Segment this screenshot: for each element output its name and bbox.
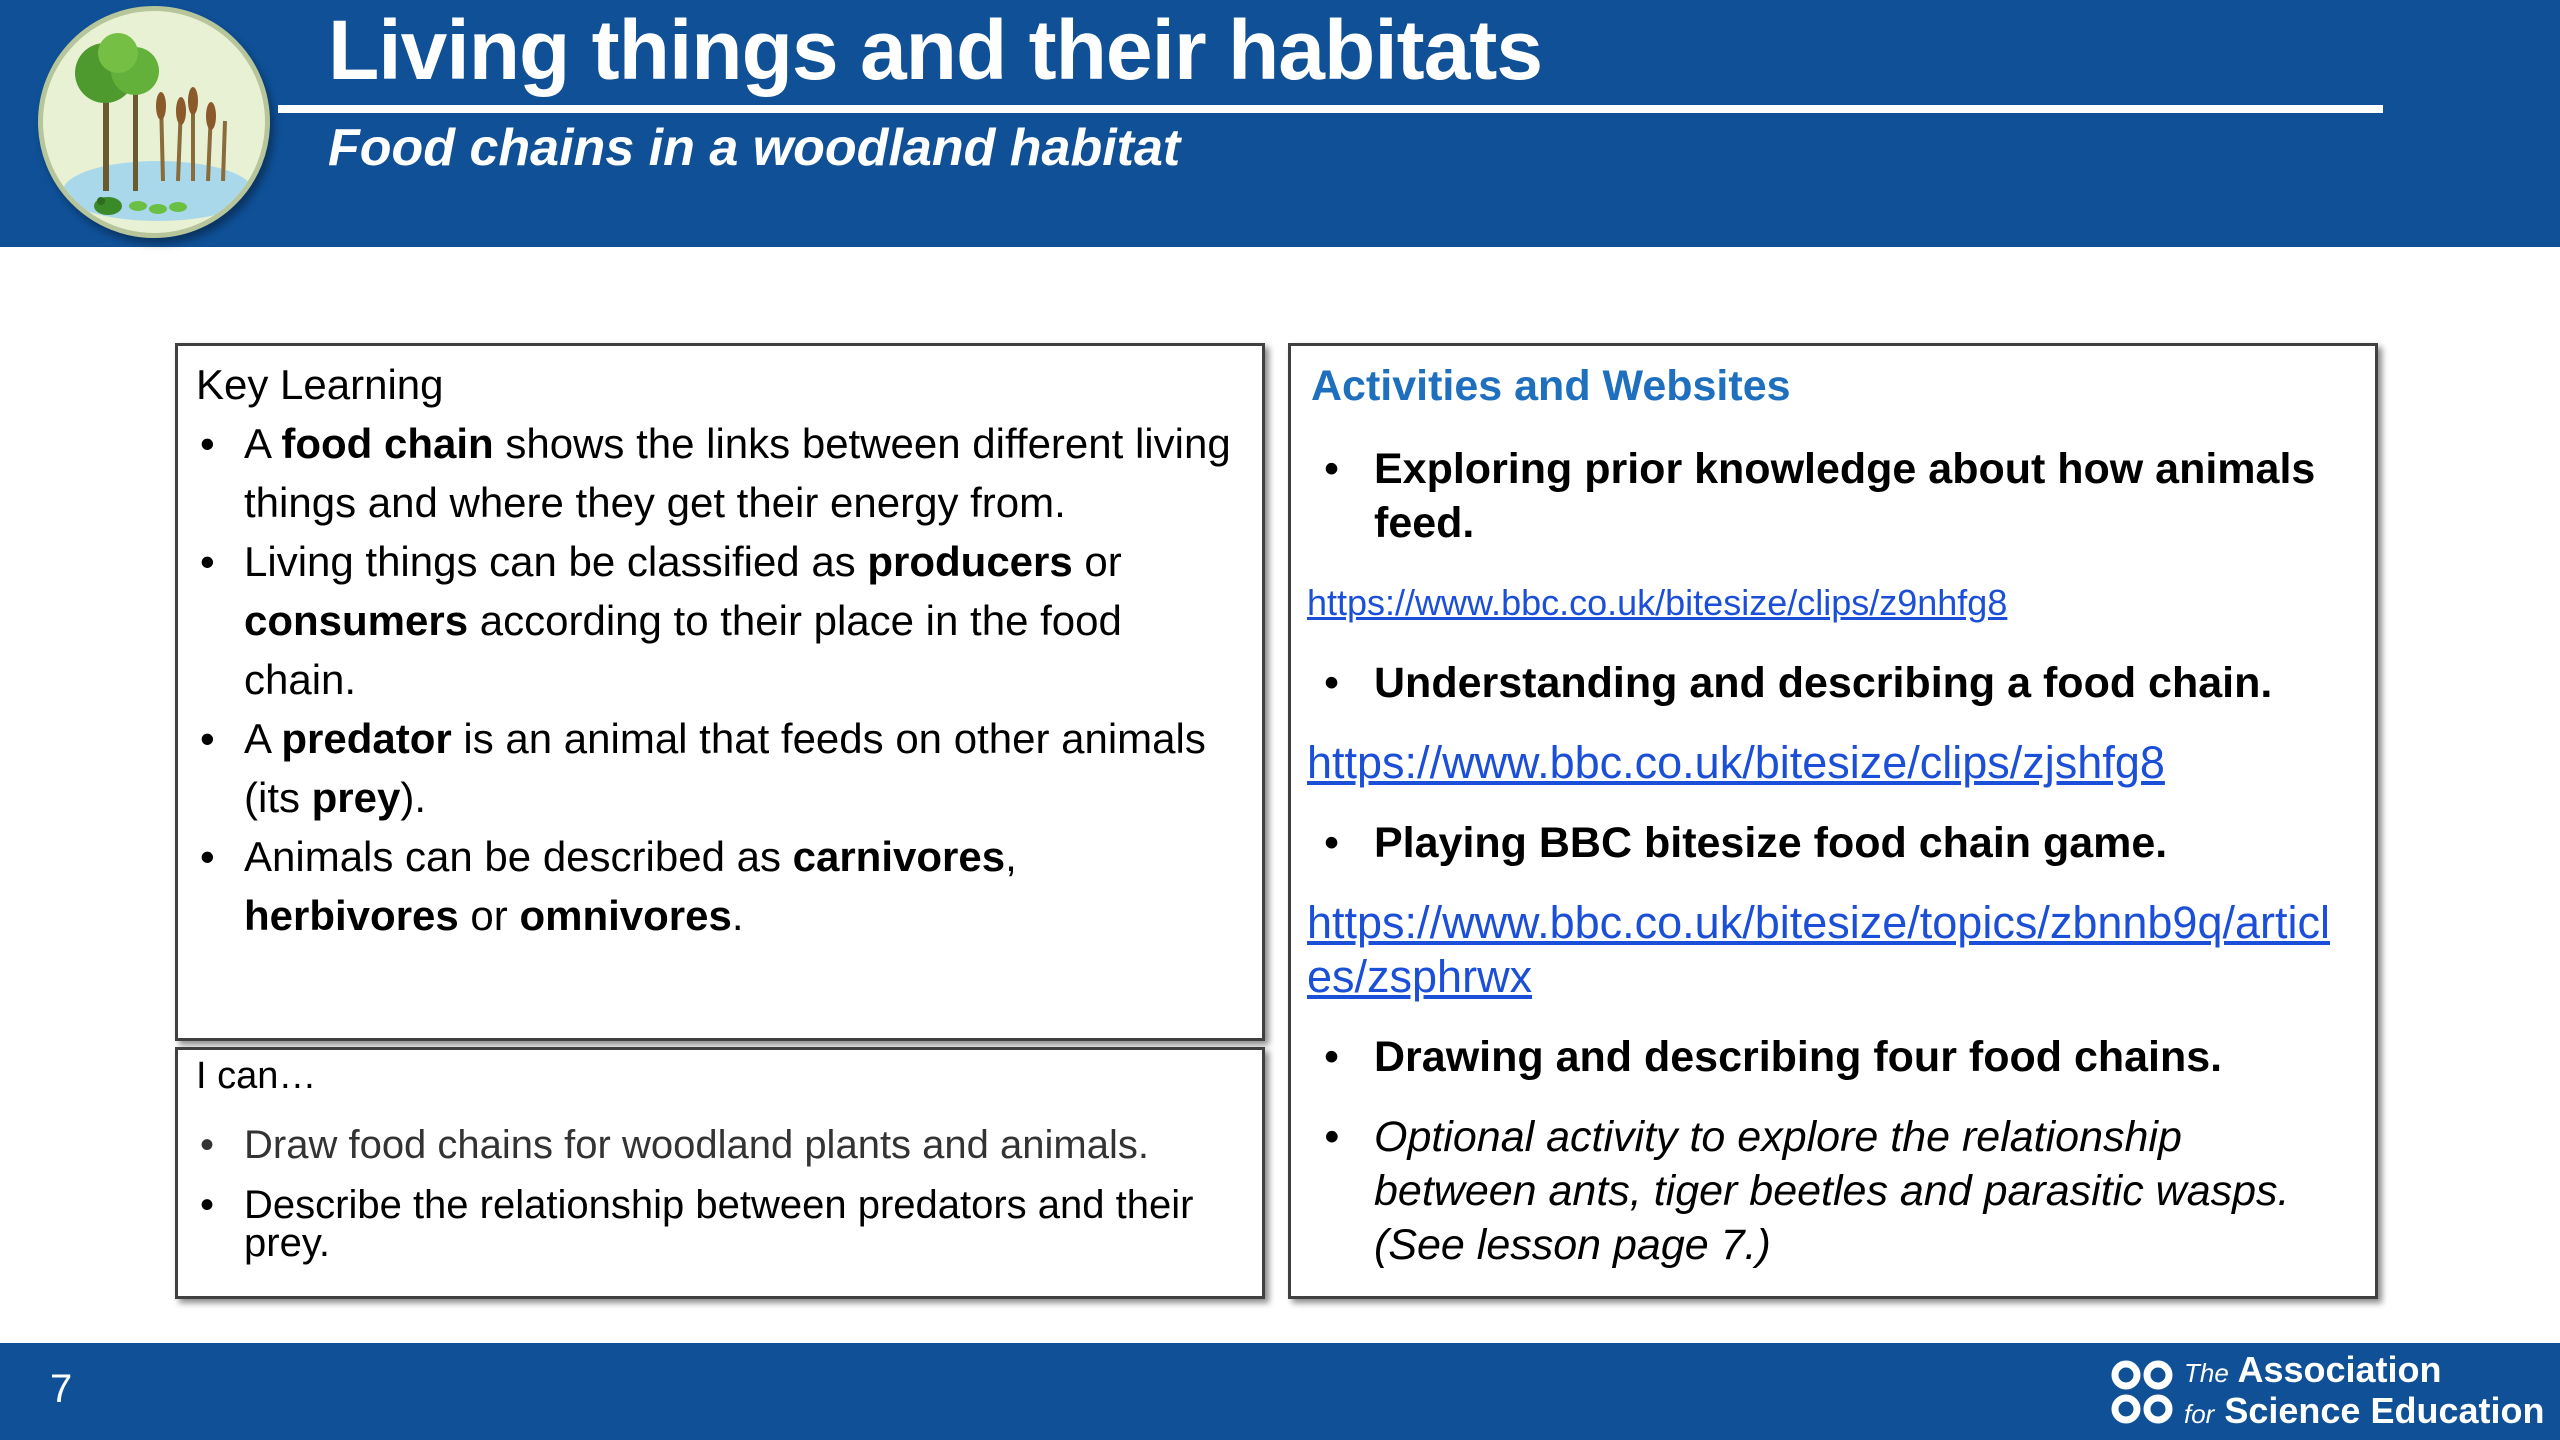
activity-item-optional: • Optional activity to explore the relationship between ants, tiger beetles and parasitic wasps. (See lesson page 7.) [1307,1110,2355,1272]
text-run: shows the links between different living things and where they get their energy from. [244,420,1231,526]
org-line2: Science Education [2224,1390,2545,1431]
i-can-list [196,1123,1242,1265]
text-run: or [1072,538,1122,585]
activity-item: • Exploring prior knowledge about how animals feed. [1307,442,2355,550]
key-learning-item [196,414,1242,532]
i-can-item: • Describe the relationship between predators and their prey. [196,1186,1242,1262]
header-bar [0,0,2560,247]
key-term: food chain [281,420,494,467]
key-term: producers [867,538,1073,585]
key-learning-item [196,532,1242,709]
text-run: . [731,892,744,939]
org-line1: Association [2237,1349,2442,1390]
text-run: ). [400,774,427,821]
text-run: or [458,892,520,939]
text-run: is an animal that feeds on other animals (its [244,715,1206,821]
pond-habitat-logo [38,6,270,238]
activity-link[interactable]: https://www.bbc.co.uk/bitesize/clips/z9nhfg8 [1307,582,2008,623]
key-learning-item [196,827,1242,945]
org-for: for [2184,1399,2215,1429]
key-learning-panel [175,343,1265,1041]
page-title: Living things and their habitats [328,3,1543,97]
ase-logo-icon [2108,1357,2178,1427]
activity-link[interactable]: https://www.bbc.co.uk/bitesize/clips/zjshfg8 [1307,737,2165,788]
key-learning-list [196,414,1242,945]
text-run: Animals can be described as [244,833,793,880]
activity-link[interactable]: https://www.bbc.co.uk/bitesize/topics/zbnnb9q/articles/zsphrwx [1307,897,2331,1002]
pond-habitat-illustration [43,11,265,233]
text-run: A [244,715,282,762]
ase-organisation-name [2184,1351,2544,1433]
key-term: omnivores [519,892,732,939]
key-learning-heading: Key Learning [196,361,444,408]
text-run: , [1005,833,1017,880]
activity-item: • Playing BBC bitesize food chain game. [1307,816,2355,870]
text-run: A [244,420,282,467]
i-can-heading: I can… [196,1055,317,1097]
key-term: consumers [244,597,469,644]
key-term: prey [311,774,401,821]
title-divider [278,105,2383,113]
key-term: carnivores [792,833,1006,880]
org-the: The [2184,1358,2229,1388]
key-learning-item [196,709,1242,827]
page-number: 7 [50,1367,73,1411]
key-term: predator [281,715,452,762]
i-can-panel [175,1047,1265,1299]
page-subtitle: Food chains in a woodland habitat [328,119,1181,177]
text-run: according to their place in the food chain. [244,597,1122,703]
activities-heading: Activities and Websites [1311,362,1791,410]
activity-item: • Understanding and describing a food chain. [1307,656,2355,710]
key-term: herbivores [244,892,459,939]
activity-item: • Drawing and describing four food chains. [1307,1030,2355,1084]
activities-panel [1288,343,2378,1299]
text-run: Living things can be classified as [244,538,868,585]
footer-bar [0,1343,2560,1440]
i-can-item: • Draw food chains for woodland plants and animals. [196,1126,1242,1164]
